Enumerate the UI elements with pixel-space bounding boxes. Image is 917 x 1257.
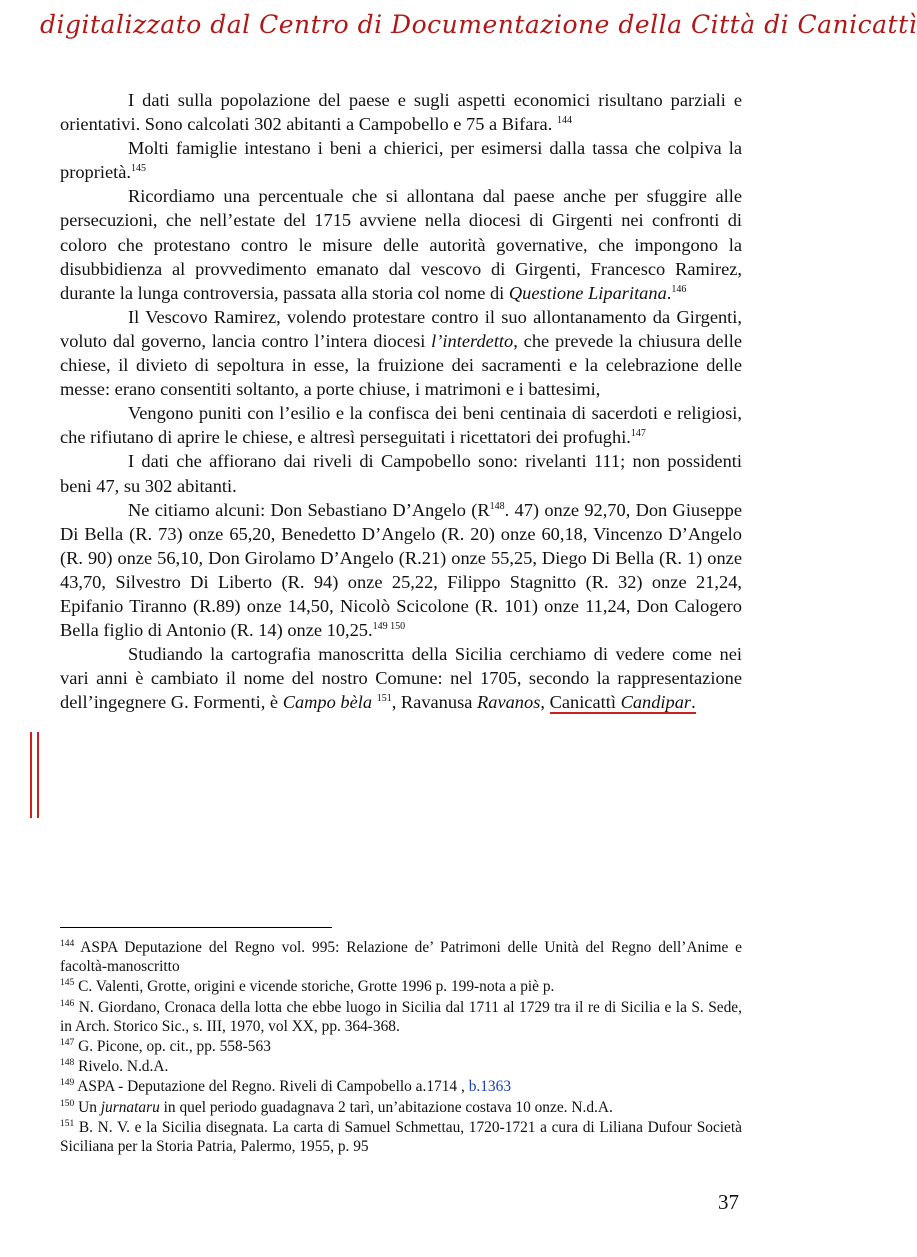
footnote-separator: [60, 927, 332, 928]
footnote-ref[interactable]: 151: [376, 693, 392, 705]
paragraph-1: [60, 88, 742, 136]
italic-term: l’interdetto: [431, 330, 514, 351]
paragraph-text: Vengono puniti con l’esilio e la confisca dei beni centinaia di sacerdoti e religiosi, che rifiutano di aprire le chiese, e altresì perseguitati i ricettatori dei profughi.: [60, 403, 742, 448]
footnote-ref[interactable]: 148: [489, 500, 505, 512]
paragraph-2: [60, 136, 742, 184]
paragraph-text: . 47) onze 92,70, Don Giuseppe Di Bella (R. 73) onze 65,20, Benedetto D’Angelo (R. 20) onze 60,18, Vincenzo D’Angelo (R. 90) onze 56,10, Don Girolamo D’Angelo (R.21) onze 55,25, Diego Di Bella (R. 1) onze 43,70, Silvestro Di Liberto (R. 94) onze 25,22, Filippo Stagnitto (R. 32) onze 21,24, Epifanio Tiranno (R.89) onze 14,50, Nicolò Scicolone (R. 101) onze 11,24, Don Calogero Bella figlio di Antonio (R. 14) onze 10,25.: [60, 499, 742, 641]
footnote-ref[interactable]: 147: [630, 428, 646, 440]
main-text: [60, 88, 742, 714]
footnote-text: G. Picone, op. cit., pp. 558-563: [78, 1038, 271, 1056]
footnote-number: 149: [60, 1078, 75, 1089]
footnote-number: 147: [60, 1038, 75, 1049]
footnote-149: [60, 1077, 742, 1096]
punctuation: .: [666, 282, 672, 303]
paragraph-text: Molti famiglie intestano i beni a chierici, per esimersi dalla tassa che colpiva la proprietà.: [60, 138, 742, 183]
italic-term: Questione Liparitana: [508, 282, 667, 303]
footnote-148: [60, 1057, 742, 1076]
footnotes: [60, 938, 742, 1157]
footnote-number: 150: [60, 1098, 75, 1109]
footnote-144: [60, 938, 742, 976]
italic-term: jurnataru: [100, 1098, 160, 1116]
underlined-place-name: [550, 692, 696, 714]
footnote-text: B. N. V. e la Sicilia disegnata. La carta di Samuel Schmettau, 1720-1721 a cura di Liliana Dufour Società Siciliana per la Storia Patria, Palermo, 1955, p. 95: [60, 1118, 742, 1156]
paragraph-text: I dati che affiorano dai riveli di Campobello sono: rivelanti 111; non possidenti beni 47, su 302 abitanti.: [60, 451, 742, 496]
footnote-ref[interactable]: 149 150: [372, 621, 406, 633]
footnote-text: N. Giordano, Cronaca della lotta che ebbe luogo in Sicilia dal 1711 al 1729 tra il re di Sicilia e la S. Sede, in Arch. Storico Sic., s. III, 1970, vol XX, pp. 364-368.: [60, 998, 742, 1035]
footnote-text: C. Valenti, Grotte, origini e vicende storiche, Grotte 1996 p. 199-nota a piè p.: [78, 978, 555, 996]
paragraph-7: [60, 498, 742, 643]
footnote-147: [60, 1037, 742, 1056]
margin-annotation-bars: [30, 732, 40, 818]
paragraph-6: [60, 449, 742, 497]
footnote-145: [60, 977, 742, 996]
paragraph-text: I dati sulla popolazione del paese e sugli aspetti economici risultano parziali e orientativi. Sono calcolati 302 abitanti a Campobello e 75 a Bifara.: [60, 90, 742, 135]
punctuation: .: [691, 692, 696, 713]
annotation-bar: [30, 732, 32, 818]
paragraph-4: [60, 305, 742, 401]
footnote-number: 144: [60, 939, 75, 949]
annotation-bar: [37, 732, 39, 818]
footnote-150: [60, 1098, 742, 1117]
footnote-number: 148: [60, 1058, 75, 1069]
punctuation: ,: [540, 692, 545, 713]
footnote-text: Rivelo. N.d.A.: [78, 1058, 169, 1076]
footnote-ref[interactable]: 145: [130, 163, 146, 175]
watermark-header: digitalizzato dal Centro di Documentazione della Città di Canicattì: [40, 10, 917, 39]
italic-term: Candipar: [620, 692, 692, 713]
paragraph-3: [60, 184, 742, 304]
italic-term: Campo bèla: [282, 692, 373, 713]
paragraph-5: [60, 401, 742, 449]
paragraph-text: , che prevede la chiusura delle chiese, il divieto di sepoltura in esse, la fruizione dei sacramenti e la celebrazione delle messe: erano consentiti soltanto, a porte chiuse, i matrimoni e i battesimi,: [60, 330, 742, 400]
footnote-number: 145: [60, 978, 75, 989]
page-number: 37: [718, 1190, 739, 1214]
footnote-number: 146: [60, 998, 75, 1009]
paragraph-text: Studiando la cartografia manoscritta della Sicilia cerchiamo di vedere come nei vari anni è cambiato il nome del nostro Comune: nel 1705, secondo la rappresentazione dell’ingegnere G. Formenti, è: [60, 644, 742, 713]
footnote-ref[interactable]: 144: [556, 115, 572, 127]
footnote-text: ASPA - Deputazione del Regno. Riveli di Campobello a.1714 ,: [77, 1078, 465, 1096]
paragraph-text: Ricordiamo una percentuale che si allontana dal paese anche per sfuggire alle persecuzioni, che nell’estate del 1715 avviene nella diocesi di Girgenti nei confronti di coloro che protestano contro le misure delle autorità governative, che impongono la disubbidienza al provvedimento emanato dal vescovo di Girgenti, Francesco Ramirez, durante la lunga controversia, passata alla storia col nome di: [60, 186, 742, 303]
footnote-ref[interactable]: 146: [671, 283, 687, 295]
paragraph-8: [60, 642, 742, 714]
archive-link[interactable]: b.1363: [468, 1078, 512, 1096]
paragraph-text: , Ravanusa: [391, 692, 473, 713]
footnote-text: ASPA Deputazione del Regno vol. 995: Relazione de’ Patrimoni delle Unità del Regno dell’Anime e facoltà-manoscritto: [60, 939, 743, 976]
italic-term: Ravanos: [477, 692, 541, 713]
footnote-text: in quel periodo guadagnava 2 tarì, un’abitazione costava 10 onze. N.d.A.: [163, 1098, 613, 1116]
place-name: Canicattì: [549, 692, 616, 713]
paragraph-text: Il Vescovo Ramirez, volendo protestare contro il suo allontanamento da Girgenti, voluto dal governo, lancia contro l’intera diocesi: [60, 306, 742, 351]
paragraph-text: Ne citiamo alcuni: Don Sebastiano D’Angelo (R: [128, 499, 490, 520]
footnote-number: 151: [60, 1118, 75, 1129]
footnote-text: Un: [78, 1098, 97, 1116]
footnote-146: [60, 998, 742, 1036]
footnote-151: [60, 1118, 742, 1156]
